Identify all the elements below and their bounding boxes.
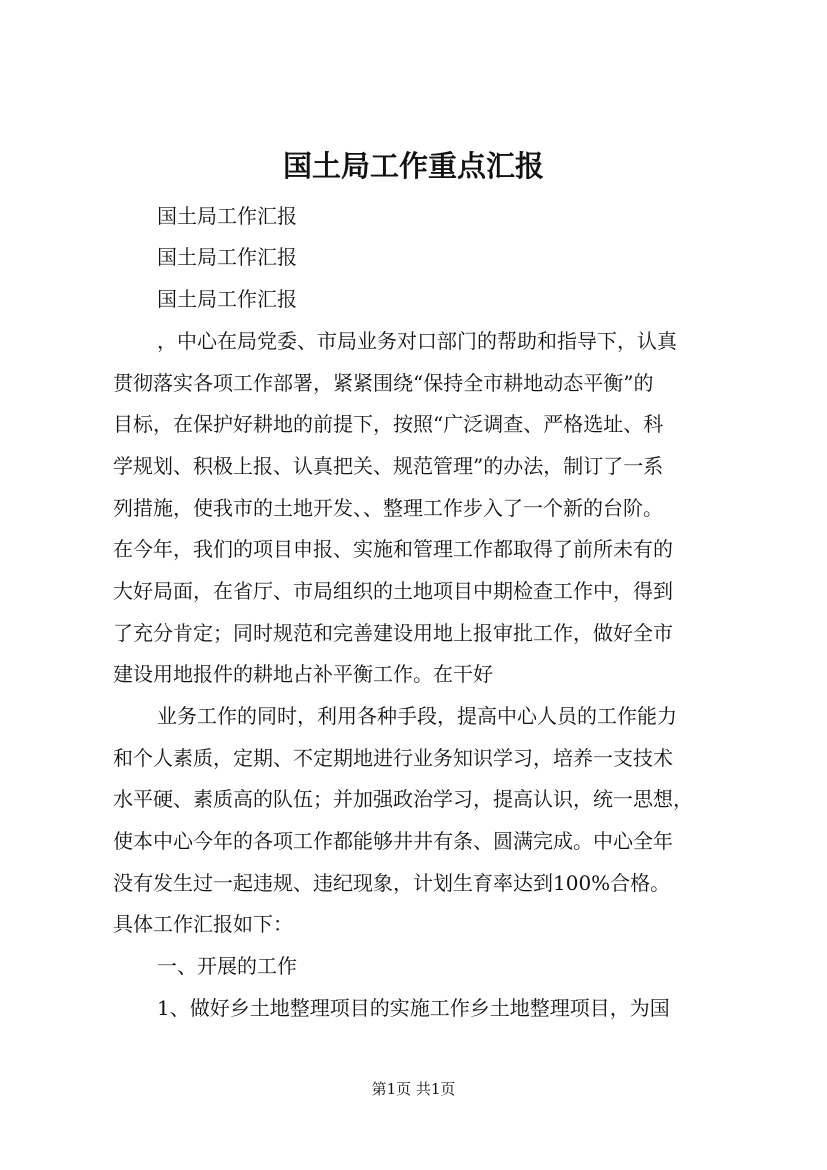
paragraph-line: ，中心在局党委、市局业务对口部门的帮助和指导下，认真 [157, 329, 677, 353]
subheading-line: 国土局工作汇报 [157, 204, 297, 228]
paragraph-line: 1、做好乡土地整理项目的实施工作乡土地整理项目，为国 [157, 996, 670, 1020]
paragraph-line: 和个人素质，定期、不定期地进行业务知识学习，培养一支技术 [113, 746, 673, 770]
paragraph-line: 具体工作汇报如下： [113, 912, 293, 936]
subheading-line: 国土局工作汇报 [157, 245, 297, 269]
paragraph-line: 了充分肯定；同时规范和完善建设用地上报审批工作，做好全市 [113, 621, 673, 645]
paragraph-line: 目标，在保护好耕地的前提下，按照“广泛调查、严格选址、科 [113, 412, 664, 436]
paragraph-line: 大好局面，在省厅、市局组织的土地项目中期检查工作中，得到 [113, 579, 673, 603]
paragraph-line: 业务工作的同时，利用各种手段，提高中心人员的工作能力 [157, 704, 677, 728]
paragraph-line: 学规划、积极上报、认真把关、规范管理”的办法，制订了一系 [113, 454, 664, 478]
paragraph-line: 使本中心今年的各项工作都能够井井有条、圆满完成。中心全年 [113, 829, 673, 853]
document-title: 国土局工作重点汇报 [282, 149, 544, 183]
paragraph-line: 建设用地报件的耕地占补平衡工作。在干好 [113, 662, 493, 686]
paragraph-line: 没有发生过一起违规、违纪现象，计划生育率达到100%合格。 [113, 871, 671, 895]
paragraph-line: 在今年，我们的项目申报、实施和管理工作都取得了前所未有的 [113, 537, 673, 561]
paragraph-line: 水平硬、素质高的队伍；并加强政治学习，提高认识，统一思想， [113, 787, 693, 811]
paragraph-line: 列措施，使我市的土地开发、、整理工作步入了一个新的台阶。 [113, 496, 663, 520]
section-heading: 一、开展的工作 [157, 954, 297, 978]
paragraph-line: 贯彻落实各项工作部署，紧紧围绕“保持全市耕地动态平衡”的 [113, 371, 654, 395]
subheading-line: 国土局工作汇报 [157, 287, 297, 311]
page-footer: 第1页 共1页 [371, 1080, 456, 1098]
